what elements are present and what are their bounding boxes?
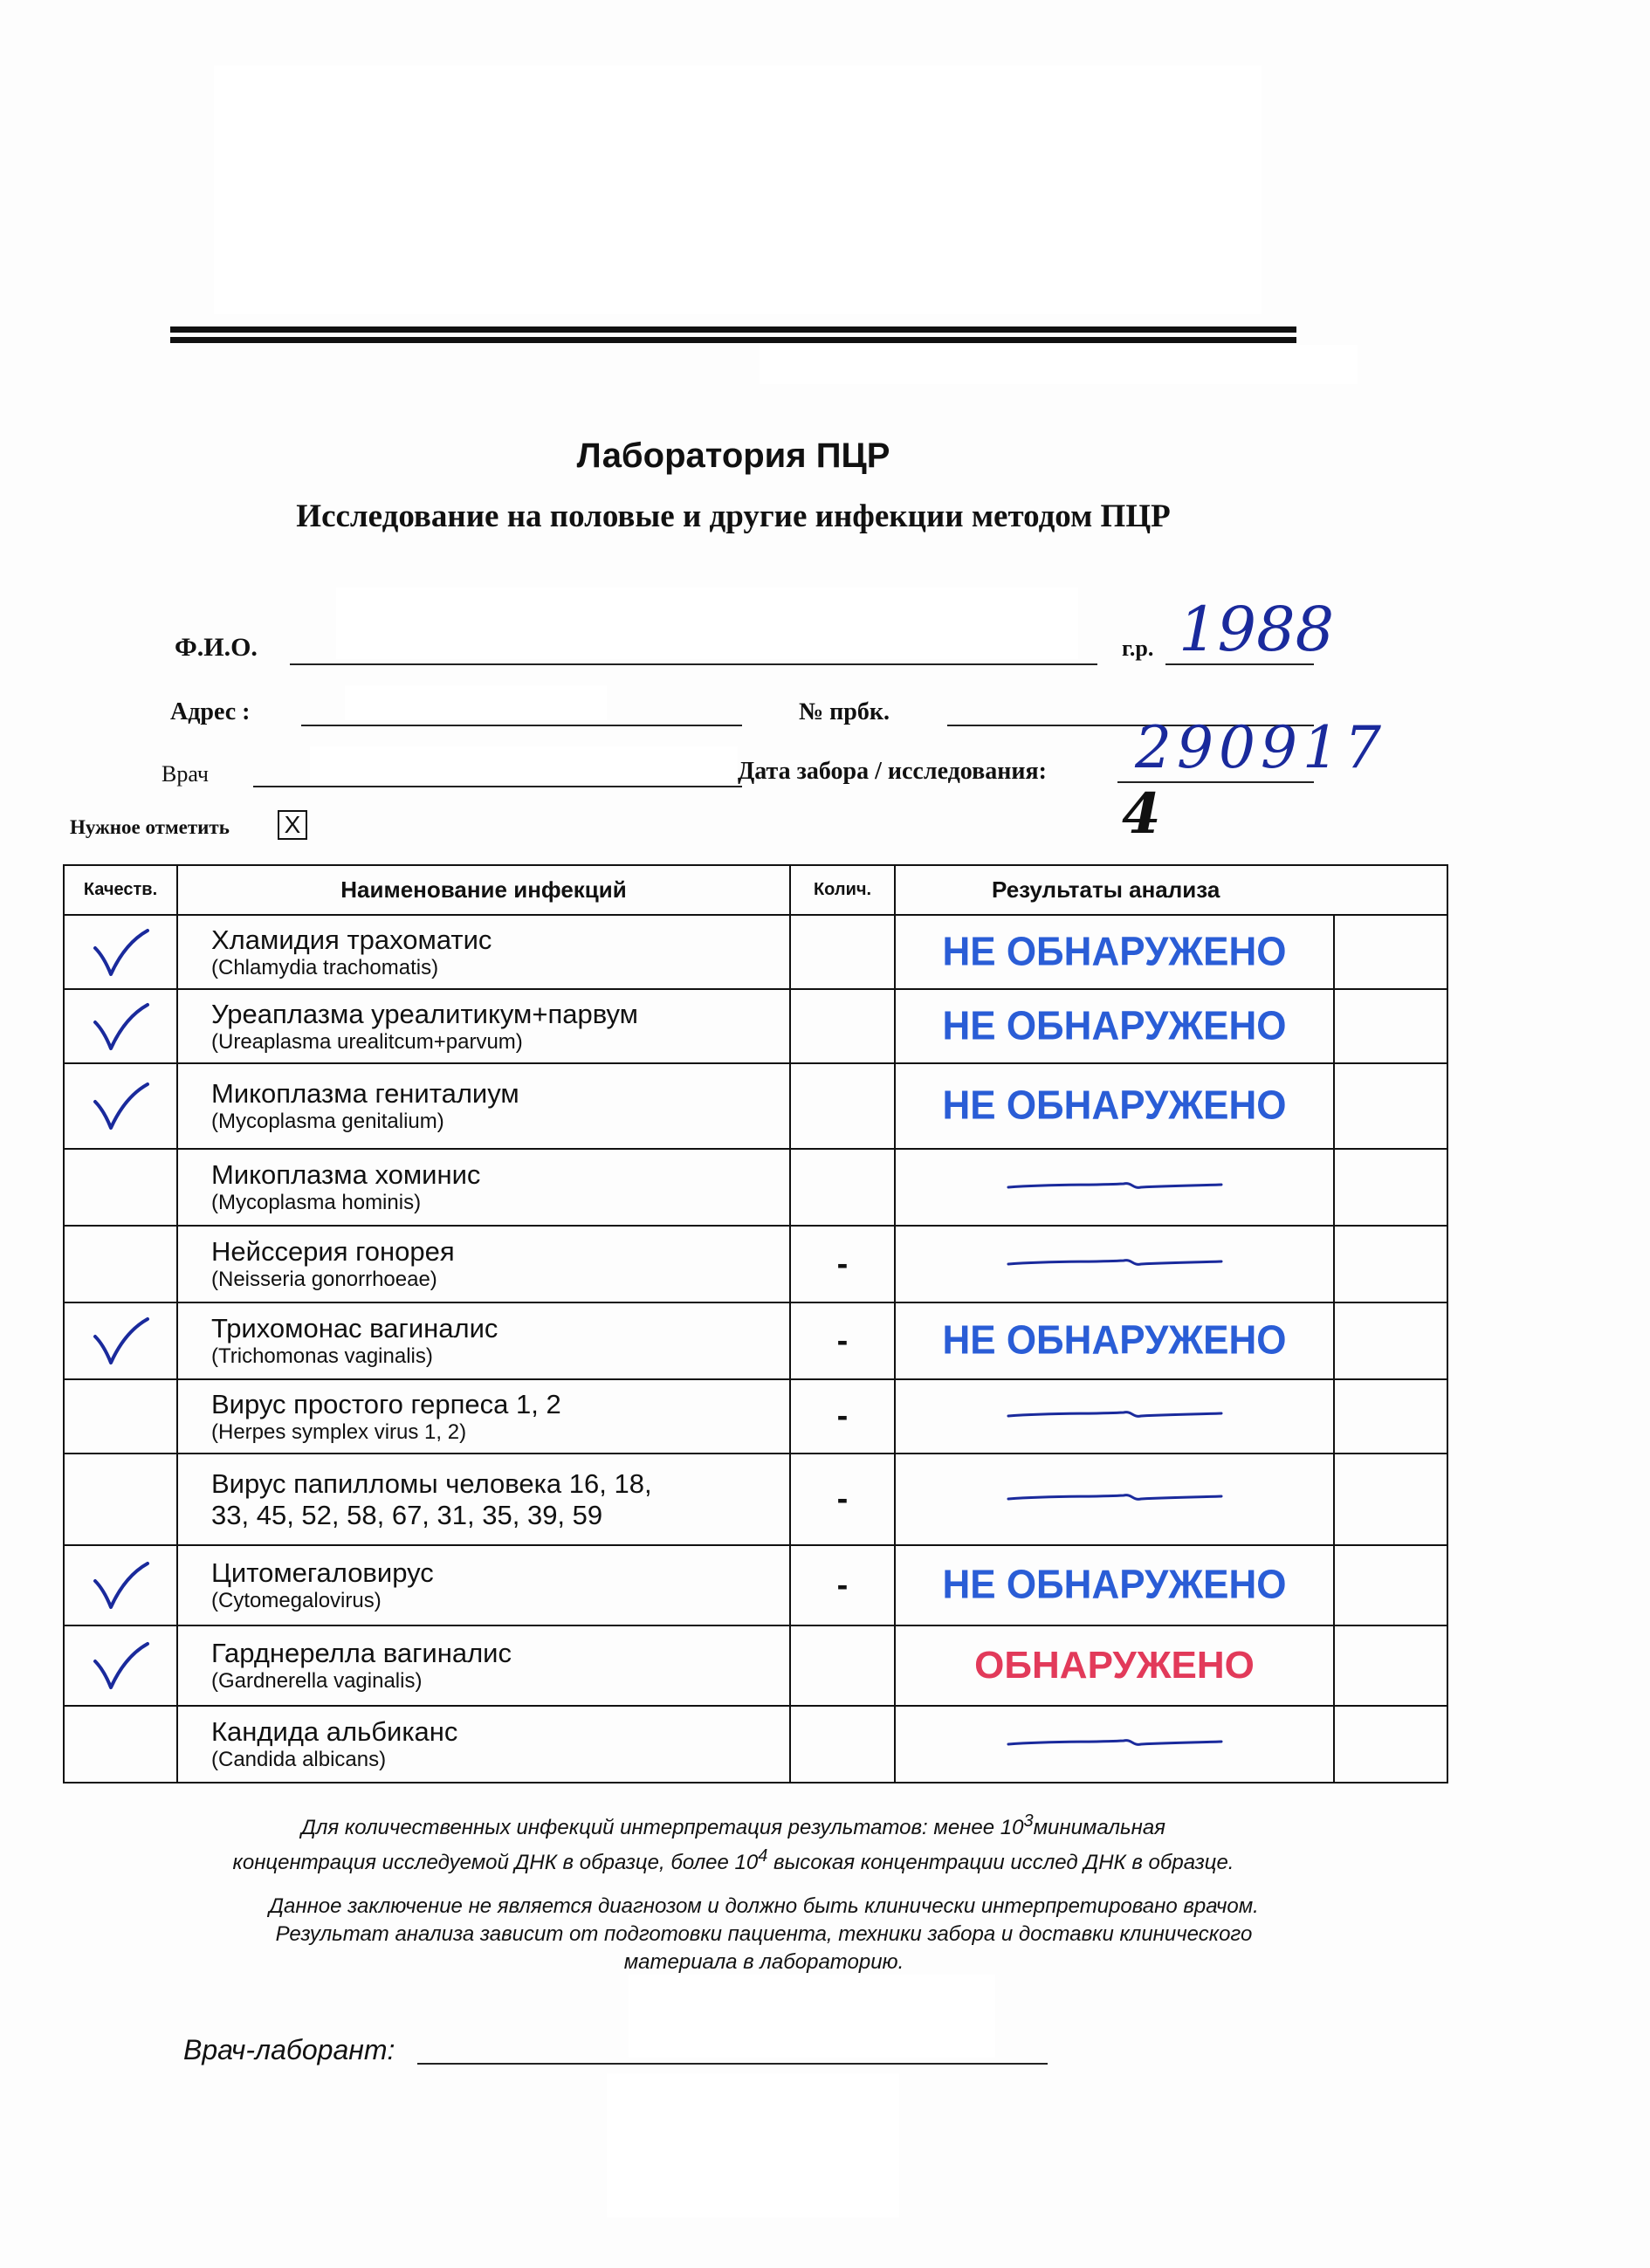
birth-label: г.р.: [1122, 636, 1154, 661]
quality-cell: [64, 1706, 177, 1783]
fio-label: Ф.И.О.: [175, 633, 258, 662]
infection-name-ru: Вирус простого герпеса 1, 2: [211, 1388, 561, 1419]
infection-name-cell: [177, 989, 790, 1063]
infection-name-cell: [177, 1706, 790, 1783]
extra-cell: [1334, 1063, 1447, 1149]
checkmark-icon: [65, 1639, 176, 1693]
quantity-cell: [790, 1706, 895, 1783]
redacted-fio: [336, 588, 1078, 659]
quality-cell: [64, 1063, 177, 1149]
result-cell: [895, 1706, 1334, 1783]
table-row: [64, 1149, 1447, 1226]
infection-name-ru: Кандида альбиканс: [211, 1716, 458, 1747]
handwritten-dash-icon: [1001, 1496, 1228, 1511]
lab-title: Лаборатория ПЦР: [576, 436, 890, 475]
quality-cell: [64, 1625, 177, 1706]
quantity-cell: -: [790, 1545, 895, 1625]
infection-name-ru: Гарднерелла вагиналис: [211, 1638, 512, 1668]
quality-cell: [64, 915, 177, 989]
quality-cell: [64, 1149, 177, 1226]
extra-cell: [1334, 1379, 1447, 1454]
extra-cell: [1334, 915, 1447, 989]
result-cell: [895, 915, 1334, 989]
study-title: Исследование на половые и другие инфекции методом ПЦР: [296, 498, 1171, 534]
result-cell: [895, 1625, 1334, 1706]
quantity-cell: [790, 989, 895, 1063]
infection-name-lat: (Gardnerella vaginalis): [211, 1669, 423, 1693]
doctor-line: [253, 786, 742, 787]
quantity-cell: [790, 1149, 895, 1226]
infection-name-cell: [177, 1379, 790, 1454]
header-result: Результаты анализа: [895, 865, 1447, 915]
table-row: [64, 1545, 1447, 1625]
table-row: [64, 1379, 1447, 1454]
infection-name-lat: (Neisseria gonorrhoeae): [211, 1268, 437, 1291]
header-rule-bottom: [170, 337, 1296, 343]
disclaimer: [0, 1893, 1528, 1976]
handwritten-dash-icon: [1001, 1185, 1228, 1199]
result-stamp-negative: НЕ ОБНАРУЖЕНО: [942, 1082, 1287, 1129]
address-label: Адрес :: [170, 698, 251, 725]
result-cell: [895, 1302, 1334, 1379]
birth-year-handwritten: 1988: [1179, 594, 1335, 665]
quality-cell: [64, 1379, 177, 1454]
fio-line: [290, 663, 1097, 665]
checkmark-icon: [65, 1000, 176, 1054]
checkmark-icon: [65, 1558, 176, 1612]
result-stamp-negative: НЕ ОБНАРУЖЕНО: [942, 1562, 1287, 1608]
date-handwritten: 290917: [1135, 714, 1386, 781]
quantity-cell: [790, 915, 895, 989]
result-stamp-negative: НЕ ОБНАРУЖЕНО: [942, 1003, 1287, 1048]
infection-name-cell: [177, 1302, 790, 1379]
infection-name-ru: Цитомегаловирус: [211, 1557, 434, 1588]
infection-name-lat: (Chlamydia trachomatis): [211, 955, 439, 979]
checkmark-icon: [65, 1079, 176, 1133]
address-line: [301, 725, 742, 726]
extra-cell: [1334, 1706, 1447, 1783]
extra-cell: [1334, 1545, 1447, 1625]
result-cell: [895, 1149, 1334, 1226]
table-row: [64, 989, 1447, 1063]
results-table: [63, 864, 1448, 1783]
infection-name-cell: [177, 1625, 790, 1706]
handwritten-dash-icon: [1001, 1742, 1228, 1756]
result-cell: [895, 1226, 1334, 1302]
infection-name-cell: [177, 1454, 790, 1545]
redacted-lab-doctor: [629, 1975, 995, 2058]
infection-name-lat: (Ureaplasma urealitcum+parvum): [211, 1029, 523, 1054]
extra-cell: [1334, 1149, 1447, 1226]
quantity-cell: [790, 1625, 895, 1706]
quality-cell: [64, 1454, 177, 1545]
infection-name-ru: Нейссерия гонорея: [211, 1236, 455, 1267]
infection-name-ru: Вирус папилломы человека 16, 18,: [211, 1467, 652, 1499]
quantity-cell: [790, 1063, 895, 1149]
quant-note-line1: Для количественных инфекций интерпретация результатов: менее $10^3минимальная$: [301, 1811, 1165, 1839]
infection-name-cell: [177, 915, 790, 989]
quality-cell: [64, 1226, 177, 1302]
infection-name-lat: 33, 45, 52, 58, 67, 31, 35, 39, 59: [211, 1499, 603, 1530]
infection-name-cell: [177, 1545, 790, 1625]
checkmark-icon: [65, 1314, 176, 1368]
probe-label: № прбк.: [799, 698, 890, 725]
infection-name-ru: Микоплазма хоминис: [211, 1159, 481, 1190]
infection-name-cell: [177, 1063, 790, 1149]
header-quality: Качеств.: [64, 865, 177, 915]
infection-name-lat: (Mycoplasma hominis): [211, 1191, 422, 1214]
header-quantity: Колич.: [790, 865, 895, 915]
infection-name-lat: (Cytomegalovirus): [211, 1589, 382, 1612]
handwritten-dash-icon: [1001, 1261, 1228, 1276]
result-cell: [895, 1379, 1334, 1454]
extra-cell: [1334, 1226, 1447, 1302]
infection-name-cell: [177, 1226, 790, 1302]
doctor-label: Врач: [162, 761, 209, 787]
extra-cell: [1334, 1454, 1447, 1545]
infection-name-cell: [177, 1149, 790, 1226]
result-cell: [895, 1545, 1334, 1625]
quantity-cell: -: [790, 1454, 895, 1545]
disclaimer-line2: Результат анализа зависит от подготовки пациента, техники забора и доставки клинического: [275, 1922, 1253, 1946]
quantity-cell: -: [790, 1379, 895, 1454]
infection-name-lat: (Candida albicans): [211, 1748, 387, 1771]
mark-label: Нужное отметить: [70, 816, 230, 838]
result-stamp-negative: НЕ ОБНАРУЖЕНО: [942, 929, 1287, 974]
result-stamp-positive: ОБНАРУЖЕНО: [974, 1644, 1255, 1687]
checkmark-icon: [65, 925, 176, 979]
quant-note: [0, 1807, 1467, 1877]
quality-cell: [64, 989, 177, 1063]
infection-name-ru: Хламидия трахоматис: [211, 924, 492, 955]
infection-name-lat: (Trichomonas vaginalis): [211, 1344, 433, 1368]
redacted-doctor: [310, 746, 738, 783]
lab-doctor-label: Врач-лаборант:: [183, 2034, 395, 2065]
result-cell: [895, 989, 1334, 1063]
infection-name-lat: (Mycoplasma genitalium): [211, 1110, 444, 1133]
table-row: [64, 1454, 1447, 1545]
result-cell: [895, 1063, 1334, 1149]
date-label: Дата забора / исследования:: [738, 758, 1047, 785]
table-row: [64, 915, 1447, 989]
quality-cell: [64, 1302, 177, 1379]
infection-name-ru: Уреаплазма уреалитикум+парвум: [211, 998, 638, 1029]
extra-cell: [1334, 1625, 1447, 1706]
infection-name-lat: (Herpes symplex virus 1, 2): [211, 1419, 467, 1444]
table-row: [64, 1063, 1447, 1149]
result-cell: [895, 1454, 1334, 1545]
infection-name-ru: Микоплазма гениталиум: [211, 1078, 519, 1109]
mark-checkbox: X: [278, 810, 307, 840]
infection-name-ru: Трихомонас вагиналис: [211, 1313, 498, 1344]
header-name: Наименование инфекций: [177, 865, 790, 915]
quant-note-line2: концентрация исследуемой ДНК в образце, более $10^4$ высокая концентрации исслед ДНК в образце.: [232, 1846, 1234, 1874]
redacted-subheader: [760, 345, 1358, 384]
handwritten-dash-icon: [1001, 1413, 1228, 1428]
quality-cell: [64, 1545, 177, 1625]
table-row: [64, 1226, 1447, 1302]
table-header-row: [64, 865, 1447, 915]
table-row: [64, 1706, 1447, 1783]
quantity-cell: -: [790, 1302, 895, 1379]
table-row: [64, 1302, 1447, 1379]
header-rule-top: [170, 326, 1296, 333]
disclaimer-line1: Данное заключение не является диагнозом и должно быть клинически интерпретировано врачом.: [269, 1894, 1259, 1918]
redacted-stamp: [607, 2073, 899, 2217]
redacted-header: [214, 65, 1262, 314]
disclaimer-line3: материала в лабораторию.: [623, 1950, 904, 1974]
redacted-address: [345, 685, 607, 720]
extra-cell: [1334, 1302, 1447, 1379]
extra-cell: [1334, 989, 1447, 1063]
lab-doctor-line: [417, 2063, 1048, 2065]
table-row: [64, 1625, 1447, 1706]
date-extra-handwritten: 4: [1122, 781, 1161, 847]
result-stamp-negative: НЕ ОБНАРУЖЕНО: [942, 1317, 1287, 1364]
quantity-cell: -: [790, 1226, 895, 1302]
